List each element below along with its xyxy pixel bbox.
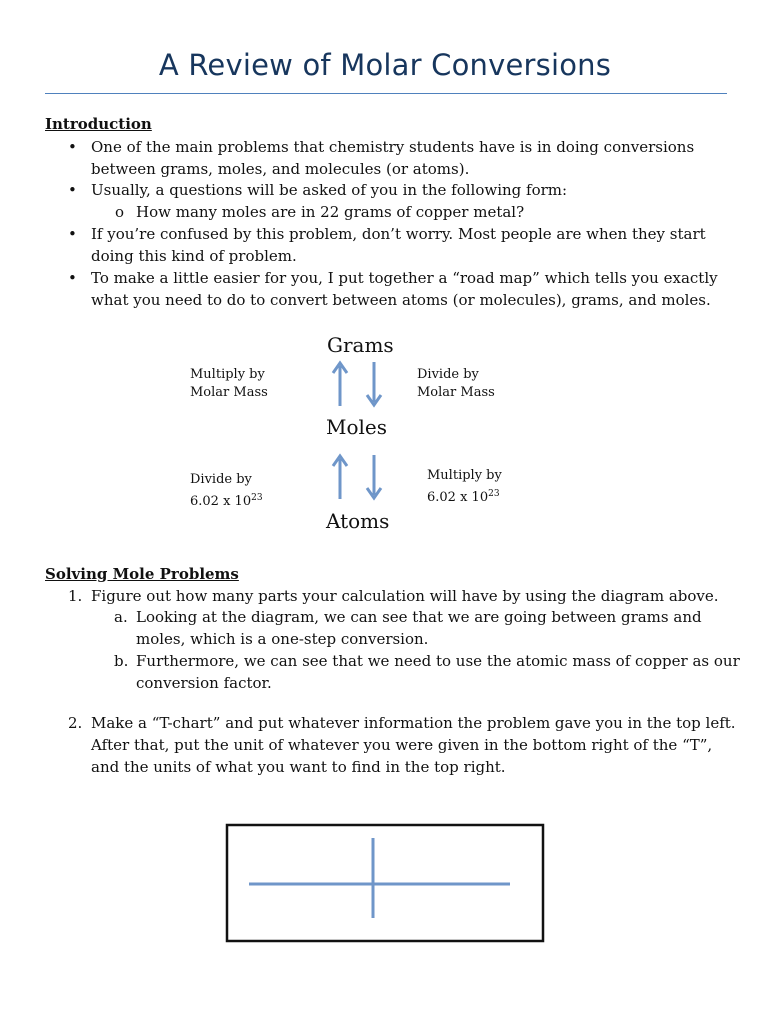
step-1-text: Figure out how many parts your calculation will have by using the diagram above. — [91, 587, 719, 605]
intro-bullet-4-line-2: what you need to do to convert between atoms (or molecules), grams, and moles. — [91, 291, 711, 309]
step-1a-letter: a. — [114, 608, 128, 626]
step-1a-line-2: moles, which is a one-step conversion. — [136, 630, 429, 648]
step-2-line-3: and the units of what you want to find in the top right. — [91, 758, 506, 776]
diagram-top-left-line-1: Multiply by — [190, 367, 265, 382]
diagram-bottom-right-line-1: Multiply by — [427, 468, 502, 483]
intro-sub-bullet: How many moles are in 22 grams of copper metal? — [136, 203, 525, 221]
step-1a-line-1: Looking at the diagram, we can see that we are going between grams and — [136, 608, 702, 626]
diagram-grams-label: Grams — [327, 333, 394, 357]
step-1b-line-2: conversion factor. — [136, 674, 272, 692]
step-1-number: 1. — [68, 587, 83, 605]
diagram-top-left-line-2: Molar Mass — [190, 385, 268, 400]
diagram-bottom-right-base: 6.02 x 10 — [427, 490, 489, 505]
arrow-up-icon — [333, 363, 347, 406]
diagram-bottom-left-exponent: 23 — [251, 493, 263, 503]
intro-bullet-4-line-1: To make a little easier for you, I put together a “road map” which tells you exactly — [91, 269, 718, 287]
step-2-line-1: Make a “T-chart” and put whatever information the problem gave you in the top left. — [91, 714, 736, 732]
diagram-top-right-line-1: Divide by — [417, 367, 479, 382]
diagram-bottom-left-base: 6.02 x 10 — [190, 494, 252, 509]
intro-bullet-2-line-1: Usually, a questions will be asked of you in the following form: — [91, 181, 568, 199]
bullet-icon: • — [68, 181, 77, 199]
arrow-up-icon — [333, 456, 347, 499]
intro-bullet-1-line-1: One of the main problems that chemistry students have is in doing conversions — [91, 138, 695, 156]
page-title: A Review of Molar Conversions — [158, 48, 612, 82]
bullet-icon: • — [68, 138, 77, 156]
bullet-icon: • — [68, 269, 77, 287]
intro-bullet-3-line-2: doing this kind of problem. — [91, 247, 297, 265]
bullet-icon: • — [68, 225, 77, 243]
step-1b-letter: b. — [114, 652, 129, 670]
step-2-number: 2. — [68, 714, 83, 732]
arrow-down-icon — [367, 455, 381, 498]
intro-bullet-1-line-2: between grams, moles, and molecules (or atoms). — [91, 160, 470, 178]
intro-bullet-3-line-1: If you’re confused by this problem, don’t worry. Most people are when they start — [91, 225, 706, 243]
diagram-bottom-right-exponent: 23 — [488, 489, 500, 499]
diagram-moles-label: Moles — [326, 415, 388, 439]
step-2-line-2: After that, put the unit of whatever you were given in the bottom right of the “T”, — [91, 736, 713, 754]
step-1b-line-1: Furthermore, we can see that we need to use the atomic mass of copper as our — [136, 652, 740, 670]
solving-heading: Solving Mole Problems — [45, 565, 239, 583]
diagram-top-right-line-2: Molar Mass — [417, 385, 495, 400]
arrow-down-icon — [367, 362, 381, 405]
diagram-atoms-label: Atoms — [326, 509, 390, 533]
sub-bullet-icon: o — [115, 203, 125, 221]
diagram-bottom-left-line-1: Divide by — [190, 472, 252, 487]
intro-heading: Introduction — [45, 115, 152, 133]
